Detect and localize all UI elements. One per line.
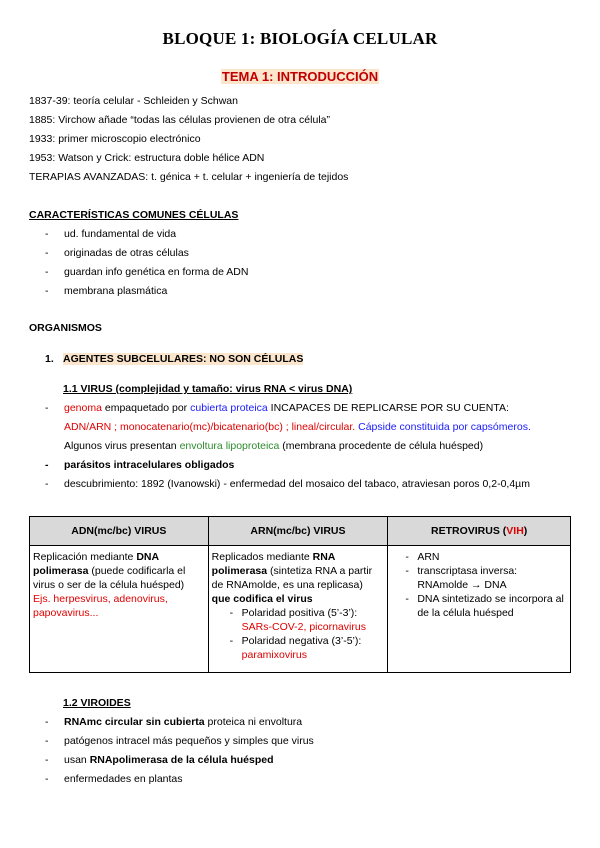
caracteristicas-heading: CARACTERÍSTICAS COMUNES CÉLULAS <box>29 209 239 221</box>
bullet-dash: - <box>45 773 49 785</box>
cell-text: (puede codificarla el virus o ser de la célula huésped) <box>33 565 186 591</box>
retro-list <box>391 550 567 620</box>
viroides-heading: 1.2 VIROIDES <box>63 697 131 709</box>
virus-text: INCAPACES DE REPLICARSE POR SU CUENTA: <box>267 402 509 414</box>
list-item <box>45 266 248 278</box>
bullet-dash: - <box>45 247 49 259</box>
adn-arn-text: ADN/ARN ; monocatenario(mc)/bicatenario(bc) ; lineal/circular. <box>64 421 356 433</box>
virus-bullet <box>45 459 234 471</box>
cell-text: Replicados mediante <box>211 551 313 563</box>
bullet-dash: - <box>45 754 49 766</box>
bullet-dash: - <box>45 459 49 471</box>
table-row <box>30 546 571 673</box>
examples-text: paramixovirus <box>241 649 308 661</box>
virus-text: Algunos virus presentan <box>64 440 180 452</box>
cell-bold-text: DNA polimerasa <box>33 551 159 577</box>
viroides-bullet <box>45 754 274 766</box>
viroides-bullet <box>45 716 302 728</box>
list-item <box>222 634 385 662</box>
bullet-text: enfermedades en plantas <box>64 773 183 785</box>
viroides-bullet <box>45 773 183 785</box>
bullet-dash: - <box>45 716 49 728</box>
descubrimiento-text: descubrimiento: 1892 (Ivanowski) - enfermedad del mosaico del tabaco, atraviesan poros 0,2-0,4µm <box>64 478 530 490</box>
table-cell-arn <box>208 546 388 673</box>
cell-text: Polaridad positiva (5’-3’): <box>241 607 358 619</box>
agentes-text: AGENTES SUBCELULARES: NO SON CÉLULAS <box>63 353 304 365</box>
tema-heading-text: TEMA 1: INTRODUCCIÓN <box>221 69 379 84</box>
bullet-text: patógenos intracel más pequeños y simples que virus <box>64 735 314 747</box>
list-item: - transcriptasa inversa: RNAmolde → DNA <box>397 564 567 592</box>
bold-text: RNAmc circular sin cubierta <box>64 716 205 728</box>
agentes-number: 1. <box>45 353 54 365</box>
virus-text: empaquetado por <box>101 402 191 414</box>
parasitos-text: parásitos intracelulares obligados <box>64 459 235 471</box>
history-line: 1953: Watson y Crick: estructura doble hélice ADN <box>29 152 265 164</box>
header-text: RETROVIRUS ( <box>431 525 507 537</box>
bold-text: RNApolimerasa de la célula huésped <box>89 754 274 766</box>
examples-text: SARs-COV-2, picornavirus <box>241 621 366 633</box>
bullet-text: usan <box>64 754 90 766</box>
cell-text: Replicación mediante <box>33 551 137 563</box>
tema-heading <box>0 68 600 86</box>
bullet-text: proteica ni envoltura <box>204 716 303 728</box>
table-header: ARN(mc/bc) VIRUS <box>208 517 388 546</box>
list-item-text: guardan info genética en forma de ADN <box>64 266 249 278</box>
table-cell-retro <box>388 546 571 673</box>
cell-bold-text: que codifica el virus <box>211 593 313 605</box>
history-line: TERAPIAS AVANZADAS: t. génica + t. celular + ingeniería de tejidos <box>29 171 349 183</box>
virus-bullet-cont <box>64 440 483 452</box>
virus-table <box>29 516 571 673</box>
history-line: 1837-39: teoría celular - Schleiden y Schwan <box>29 95 238 107</box>
examples-text: Ejs. herpesvirus, adenovirus, papovavirus... <box>33 593 168 619</box>
vih-text: VIH <box>506 525 524 537</box>
list-item <box>222 606 385 634</box>
genoma-text: genoma <box>64 402 102 414</box>
virus-bullet <box>45 478 530 490</box>
virus-bullet-cont <box>64 421 531 433</box>
organismos-heading: ORGANISMOS <box>29 322 102 334</box>
list-item: - ARN <box>397 550 567 564</box>
cell-text: (sintetiza RNA a partir de RNAmolde, es una replicasa) <box>211 565 373 591</box>
list-item: - DNA sintetizado se incorpora al de la célula huésped <box>397 592 567 620</box>
bullet-dash: - <box>45 266 49 278</box>
list-item-text: ud. fundamental de vida <box>64 228 177 240</box>
capside-text: Cápside constituida por capsómeros. <box>355 421 531 433</box>
table-header-row <box>30 517 571 546</box>
viroides-bullet <box>45 735 314 747</box>
table-cell-adn <box>30 546 209 673</box>
header-text: ) <box>523 525 528 537</box>
table-header <box>388 517 571 546</box>
envoltura-text: envoltura lipoproteica <box>179 440 280 452</box>
bullet-dash: - <box>45 478 49 490</box>
cubierta-text: cubierta proteica <box>190 402 268 414</box>
table-header: ADN(mc/bc) VIRUS <box>30 517 209 546</box>
polaridad-list <box>212 606 385 662</box>
document-title: BLOQUE 1: BIOLOGÍA CELULAR <box>162 29 438 48</box>
virus-bullet <box>45 402 509 414</box>
virus-text: (membrana procedente de célula huésped) <box>279 440 484 452</box>
list-item <box>45 285 167 297</box>
agentes-heading <box>45 353 303 365</box>
cell-bold-text: RNA polimerasa <box>211 551 335 577</box>
list-item <box>45 228 176 240</box>
list-item <box>45 247 189 259</box>
list-item-text: originadas de otras células <box>64 247 189 259</box>
bullet-dash: - <box>45 228 49 240</box>
history-line: 1933: primer microscopio electrónico <box>29 133 201 145</box>
list-item-text: membrana plasmática <box>64 285 168 297</box>
bullet-dash: - <box>45 285 49 297</box>
bullet-dash: - <box>45 735 49 747</box>
bullet-dash: - <box>45 402 49 414</box>
cell-text: Polaridad negativa (3’-5’): <box>241 635 362 647</box>
history-line: 1885: Virchow añade “todas las células provienen de otra célula” <box>29 114 330 126</box>
virus-heading: 1.1 VIRUS (complejidad y tamaño: virus RNA < virus DNA) <box>63 383 353 395</box>
